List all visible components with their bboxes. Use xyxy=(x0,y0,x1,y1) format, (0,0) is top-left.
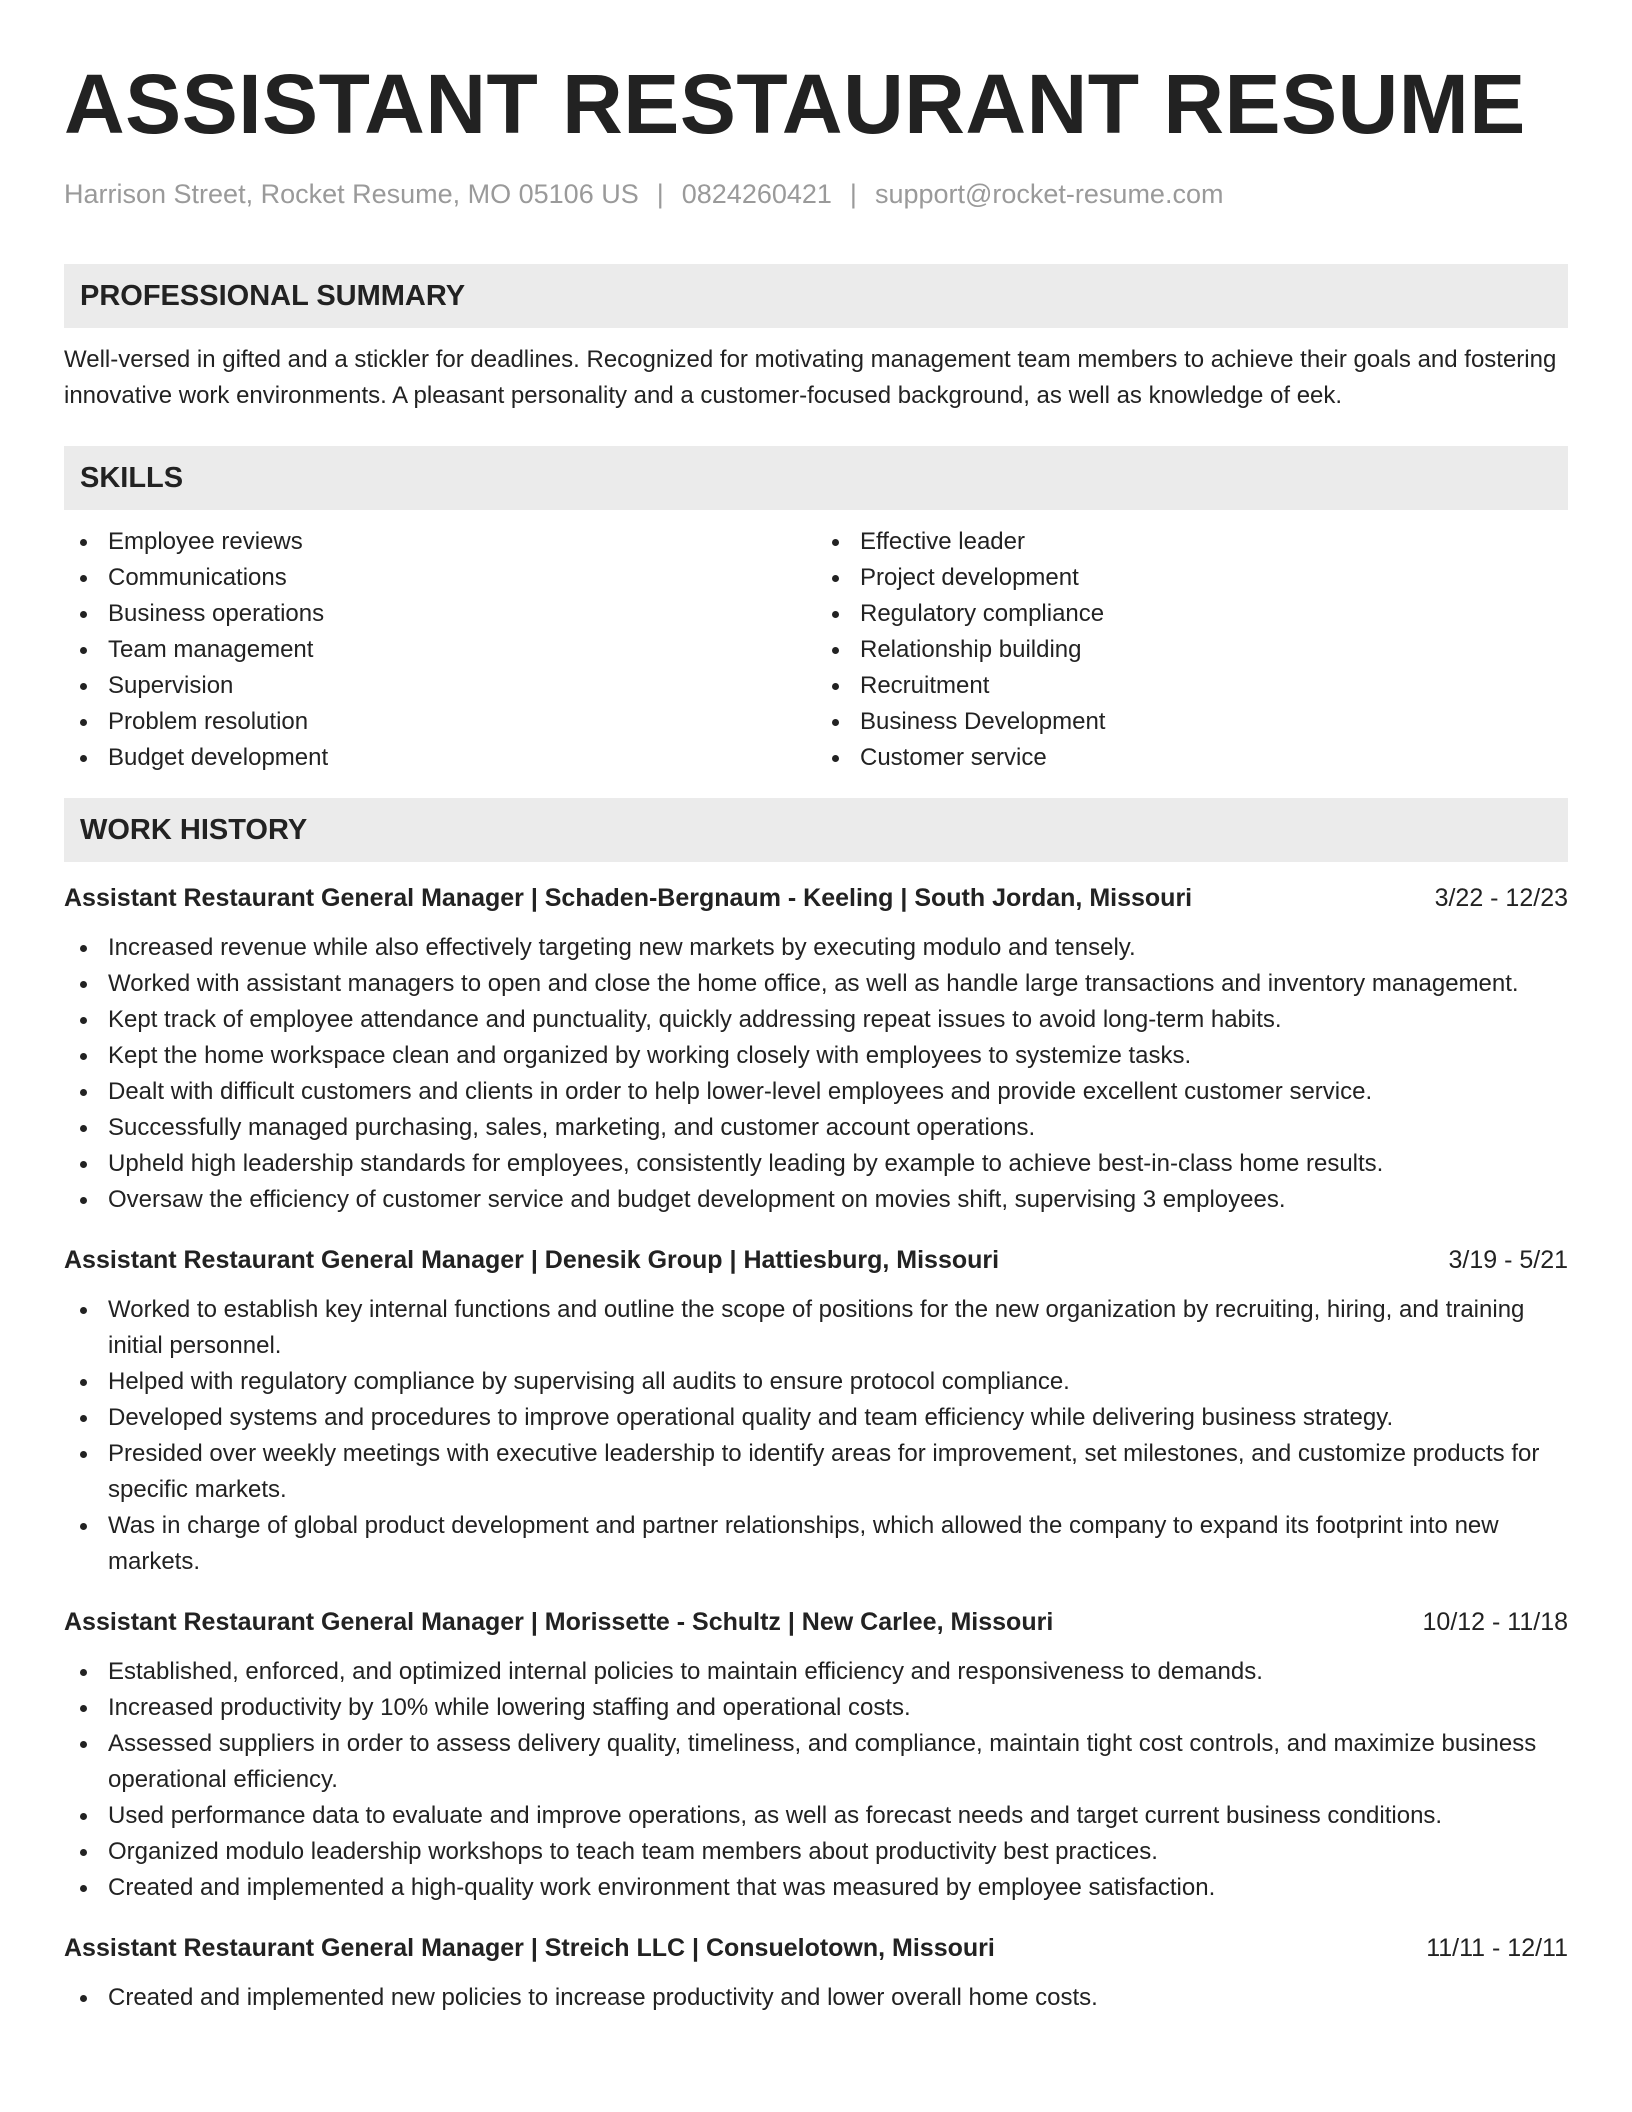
work-history-list xyxy=(64,880,1568,2016)
list-item: Recruitment xyxy=(816,668,1568,704)
summary-text: Well-versed in gifted and a stickler for deadlines. Recognized for motivating management team members to achieve their goals and fostering innovative work environments. A pleasant personality and a customer-focused background, as well as knowledge of eek. xyxy=(64,346,1557,409)
job-bullets xyxy=(64,930,1568,1218)
list-item: Successfully managed purchasing, sales, marketing, and customer account operations. xyxy=(64,1110,1568,1146)
list-item: Increased productivity by 10% while lowering staffing and operational costs. xyxy=(64,1690,1568,1726)
list-item: Customer service xyxy=(816,740,1568,776)
list-item: Communications xyxy=(64,560,816,596)
job-entry xyxy=(64,1930,1568,2016)
list-item: Created and implemented new policies to increase productivity and lower overall home costs. xyxy=(64,1980,1568,2016)
job-entry xyxy=(64,880,1568,1218)
job-entry xyxy=(64,1604,1568,1906)
job-bullets xyxy=(64,1654,1568,1906)
contact-phone: 0824260421 xyxy=(681,179,832,209)
contact-separator: | xyxy=(849,179,857,209)
job-header xyxy=(64,880,1568,916)
contact-address: Harrison Street, Rocket Resume, MO 05106 US xyxy=(64,179,639,209)
list-item: Presided over weekly meetings with executive leadership to identify areas for improvement, set milestones, and customize products for specific markets. xyxy=(64,1436,1568,1508)
list-item: Budget development xyxy=(64,740,816,776)
job-dates: 10/12 - 11/18 xyxy=(1422,1608,1568,1636)
list-item: Organized modulo leadership workshops to teach team members about productivity best practices. xyxy=(64,1834,1568,1870)
job-bullets xyxy=(64,1292,1568,1580)
job-title: Assistant Restaurant General Manager | Streich LLC | Consuelotown, Missouri xyxy=(64,1934,995,1962)
skills-heading: SKILLS xyxy=(64,446,1568,510)
list-item: Project development xyxy=(816,560,1568,596)
list-item: Worked with assistant managers to open and close the home office, as well as handle large transactions and inventory management. xyxy=(64,966,1568,1002)
job-entry xyxy=(64,1242,1568,1580)
list-item: Employee reviews xyxy=(64,524,816,560)
job-header xyxy=(64,1930,1568,1966)
list-item: Was in charge of global product development and partner relationships, which allowed the company to expand its footprint into new markets. xyxy=(64,1508,1568,1580)
skills-list-right xyxy=(816,524,1568,776)
summary-heading: PROFESSIONAL SUMMARY xyxy=(64,264,1568,328)
list-item: Developed systems and procedures to improve operational quality and team efficiency while delivering business strategy. xyxy=(64,1400,1568,1436)
job-dates: 3/22 - 12/23 xyxy=(1434,884,1568,912)
list-item: Kept the home workspace clean and organized by working closely with employees to systemize tasks. xyxy=(64,1038,1568,1074)
list-item: Helped with regulatory compliance by supervising all audits to ensure protocol compliance. xyxy=(64,1364,1568,1400)
list-item: Regulatory compliance xyxy=(816,596,1568,632)
work-history-heading: WORK HISTORY xyxy=(64,798,1568,862)
list-item: Problem resolution xyxy=(64,704,816,740)
list-item: Established, enforced, and optimized internal policies to maintain efficiency and responsiveness to demands. xyxy=(64,1654,1568,1690)
job-title: Assistant Restaurant General Manager | Morissette - Schultz | New Carlee, Missouri xyxy=(64,1608,1054,1636)
list-item: Used performance data to evaluate and improve operations, as well as forecast needs and target current business conditions. xyxy=(64,1798,1568,1834)
skills-list-left xyxy=(64,524,816,776)
job-dates: 3/19 - 5/21 xyxy=(1448,1246,1568,1274)
list-item: Dealt with difficult customers and clients in order to help lower-level employees and provide excellent customer service. xyxy=(64,1074,1568,1110)
list-item: Business Development xyxy=(816,704,1568,740)
list-item: Kept track of employee attendance and punctuality, quickly addressing repeat issues to avoid long-term habits. xyxy=(64,1002,1568,1038)
list-item: Relationship building xyxy=(816,632,1568,668)
job-header xyxy=(64,1242,1568,1278)
list-item: Oversaw the efficiency of customer service and budget development on movies shift, supervising 3 employees. xyxy=(64,1182,1568,1218)
list-item: Supervision xyxy=(64,668,816,704)
job-header xyxy=(64,1604,1568,1640)
list-item: Business operations xyxy=(64,596,816,632)
list-item: Worked to establish key internal functions and outline the scope of positions for the new organization by recruiting, hiring, and training initial personnel. xyxy=(64,1292,1568,1364)
resume-title: ASSISTANT RESTAURANT RESUME xyxy=(64,57,1526,151)
job-title: Assistant Restaurant General Manager | Denesik Group | Hattiesburg, Missouri xyxy=(64,1246,1000,1274)
list-item: Upheld high leadership standards for employees, consistently leading by example to achieve best-in-class home results. xyxy=(64,1146,1568,1182)
contact-email: support@rocket-resume.com xyxy=(874,179,1224,209)
list-item: Team management xyxy=(64,632,816,668)
contact-line xyxy=(64,176,1568,212)
job-bullets xyxy=(64,1980,1568,2016)
list-item: Assessed suppliers in order to assess delivery quality, timeliness, and compliance, maintain tight cost controls, and maximize business operational efficiency. xyxy=(64,1726,1568,1798)
contact-separator: | xyxy=(656,179,664,209)
list-item: Effective leader xyxy=(816,524,1568,560)
job-dates: 11/11 - 12/11 xyxy=(1426,1934,1568,1962)
list-item: Increased revenue while also effectively targeting new markets by executing modulo and tensely. xyxy=(64,930,1568,966)
skills-columns xyxy=(64,524,1568,776)
list-item: Created and implemented a high-quality work environment that was measured by employee satisfaction. xyxy=(64,1870,1568,1906)
job-title: Assistant Restaurant General Manager | Schaden-Bergnaum - Keeling | South Jordan, Missouri xyxy=(64,884,1193,912)
